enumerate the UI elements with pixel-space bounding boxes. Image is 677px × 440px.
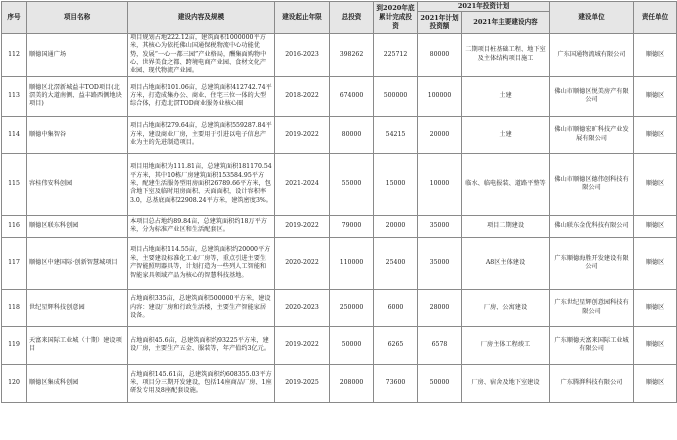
cell-resp: 顺德区 (634, 116, 677, 153)
cell-total: 208000 (330, 364, 374, 402)
cell-done2020: 54215 (374, 116, 418, 153)
cell-total: 250000 (330, 289, 374, 326)
cell-name: 世纪星辉科技创意园 (27, 289, 128, 326)
cell-seq: 117 (2, 237, 27, 289)
cell-main2021: 二期项目桩基础工程、地下室及主体结构项目施工 (462, 33, 550, 76)
cell-plan2021: 35000 (418, 215, 462, 237)
cell-done2020: 6265 (374, 326, 418, 364)
cell-plan2021: 80000 (418, 33, 462, 76)
header-period: 建设起止年限 (275, 2, 330, 34)
cell-unit: 佛山市顺德区德伟创科技有限公司 (550, 153, 634, 215)
cell-plan2021: 35000 (418, 237, 462, 289)
cell-plan2021: 10000 (418, 153, 462, 215)
cell-unit: 广东顺德天富来国际工业城有限公司 (550, 326, 634, 364)
cell-main2021: 土建 (462, 116, 550, 153)
table-row (2, 33, 677, 76)
cell-resp: 顺德区 (634, 76, 677, 116)
cell-done2020: 73600 (374, 364, 418, 402)
cell-content: 项目占地面积101.06亩，总建筑面积412742.74平方米，打造成集办公、商业、住宅三位一体的大型综合体，打造北滘TOD商业服务业核心圈 (128, 76, 275, 116)
cell-resp: 顺德区 (634, 237, 677, 289)
cell-content: 占地面积45.6亩，总建筑面积约93225平方米，建设厂房，主要生产五金、服装等，年产值约3亿元。 (128, 326, 275, 364)
cell-name: 顺德国通广场 (27, 33, 128, 76)
cell-done2020: 20000 (374, 215, 418, 237)
cell-main2021: A8区主体建设 (462, 237, 550, 289)
cell-name: 容桂伟安科创园 (27, 153, 128, 215)
header-done2020: 到2020年底累计完成投资 (374, 2, 418, 34)
cell-resp: 顺德区 (634, 289, 677, 326)
cell-content: 占地面积145.61亩，总建筑面积约608355.03平方米，项目分三期开发建设，包括14座商品厂房、1座研发专用及8座配套设施。 (128, 364, 275, 402)
cell-content: 项目用地面积为111.81亩，总建筑面积181170.54平方米，其中10栋厂房建筑面积153584.95平方米，配建生活服务型用房面积26789.66平方米，包含地下室及临时用房面积、天面面积，设计容积率3.0，总基底面积22908.24平方米，建筑密度3%。 (128, 153, 275, 215)
cell-resp: 顺德区 (634, 33, 677, 76)
cell-total: 79000 (330, 215, 374, 237)
cell-unit: 广东世纪星辉创意园科技有限公司 (550, 289, 634, 326)
cell-name: 顺德区北滘新城益丰TOD项目(北滘美的大道南侧、益丰路西侧地块项目) (27, 76, 128, 116)
cell-seq: 119 (2, 326, 27, 364)
table-row (2, 237, 677, 289)
cell-content: 占地面积335亩，总建筑面积500000平方米，建设内容：建设厂房和行政生活楼，主要生产智能家居设备。 (128, 289, 275, 326)
cell-total: 50000 (330, 326, 374, 364)
cell-main2021: 厂房主体工程竣工 (462, 326, 550, 364)
cell-main2021: 项目二期建设 (462, 215, 550, 237)
table-row (2, 215, 677, 237)
header-plan-group: 2021年投资计划 (418, 2, 550, 12)
header-total: 总投资 (330, 2, 374, 34)
cell-total: 80000 (330, 116, 374, 153)
cell-seq: 114 (2, 116, 27, 153)
header-unit: 建设单位 (550, 2, 634, 34)
header-content: 建设内容及规模 (128, 2, 275, 34)
header-seq: 序号 (2, 2, 27, 34)
cell-done2020: 500000 (374, 76, 418, 116)
cell-unit: 广东国通物流城有限公司 (550, 33, 634, 76)
cell-content: 本项目总占地约89.84亩，总建筑面积约18万平方米，分为标准产业区和生活配套区。 (128, 215, 275, 237)
cell-resp: 顺德区 (634, 326, 677, 364)
cell-resp: 顺德区 (634, 364, 677, 402)
table-row (2, 76, 677, 116)
cell-unit: 佛山市顺德宏旷科技产业发展有限公司 (550, 116, 634, 153)
header-plan2021: 2021年计划投资额 (418, 11, 462, 33)
cell-resp: 顺德区 (634, 215, 677, 237)
cell-total: 55000 (330, 153, 374, 215)
table-row (2, 326, 677, 364)
cell-period: 2019-2025 (275, 364, 330, 402)
cell-unit: 广东腾湃科技有限公司 (550, 364, 634, 402)
table-row (2, 289, 677, 326)
cell-period: 2019-2022 (275, 116, 330, 153)
cell-period: 2021-2024 (275, 153, 330, 215)
cell-content: 项目占地面积114.55亩，总建筑面积约20000平方米，主要建设标准化工业厂房等，重点引进主要生产智能照明器具等，计划打造为一些列人工智能和智能家具领域产品为核心的智慧科技基地。 (128, 237, 275, 289)
cell-content: 项目占地面积279.64亩，总建筑面积559287.84平方米，建设商业厂房，主要用于引进以电子信息产业为主的先进制造项目。 (128, 116, 275, 153)
cell-unit: 佛山市顺德区悦美房产有限公司 (550, 76, 634, 116)
cell-plan2021: 50000 (418, 364, 462, 402)
cell-period: 2018-2022 (275, 76, 330, 116)
cell-name: 顺德区中建国际·创新智慧城项目 (27, 237, 128, 289)
cell-period: 2019-2022 (275, 215, 330, 237)
cell-plan2021: 100000 (418, 76, 462, 116)
cell-name: 天富来国际工业城（十期）建设项目 (27, 326, 128, 364)
cell-main2021: 临水、临电报装、道路平整等 (462, 153, 550, 215)
cell-plan2021: 28000 (418, 289, 462, 326)
header-name: 项目名称 (27, 2, 128, 34)
cell-seq: 120 (2, 364, 27, 402)
table-row (2, 364, 677, 402)
header-resp: 责任单位 (634, 2, 677, 34)
cell-seq: 118 (2, 289, 27, 326)
cell-seq: 116 (2, 215, 27, 237)
cell-period: 2016-2023 (275, 33, 330, 76)
cell-name: 顺德中集智谷 (27, 116, 128, 153)
cell-seq: 115 (2, 153, 27, 215)
cell-total: 110000 (330, 237, 374, 289)
header-main2021: 2021年主要建设内容 (462, 11, 550, 33)
cell-done2020: 6000 (374, 289, 418, 326)
cell-period: 2020-2022 (275, 237, 330, 289)
cell-done2020: 15000 (374, 153, 418, 215)
cell-plan2021: 6578 (418, 326, 462, 364)
cell-total: 674000 (330, 76, 374, 116)
table-row (2, 116, 677, 153)
cell-done2020: 225712 (374, 33, 418, 76)
cell-unit: 佛山联东金优科技有限公司 (550, 215, 634, 237)
cell-name: 顺德区联东科创园 (27, 215, 128, 237)
table-row (2, 153, 677, 215)
cell-name: 顺德区集成科创园 (27, 364, 128, 402)
cell-total: 398262 (330, 33, 374, 76)
cell-period: 2020-2023 (275, 289, 330, 326)
cell-main2021: 土建 (462, 76, 550, 116)
cell-period: 2019-2022 (275, 326, 330, 364)
cell-seq: 113 (2, 76, 27, 116)
cell-unit: 广东顺德海胜开发建设有限公司 (550, 237, 634, 289)
investment-table (1, 1, 677, 403)
cell-main2021: 厂房、公寓建设 (462, 289, 550, 326)
cell-done2020: 25400 (374, 237, 418, 289)
cell-main2021: 厂房、宿舍及地下室建设 (462, 364, 550, 402)
cell-content: 项目规划占地222.12亩，建筑面积1000000平方米，其核心为依托佛山国通保税物流中心功能优势，发展“一心一都三园”产业格局，酬集面购物中心、世界美食之都、跨境电商产业园、食材文化产业园、现代物流产业园。 (128, 33, 275, 76)
cell-resp: 顺德区 (634, 153, 677, 215)
cell-plan2021: 20000 (418, 116, 462, 153)
cell-seq: 112 (2, 33, 27, 76)
